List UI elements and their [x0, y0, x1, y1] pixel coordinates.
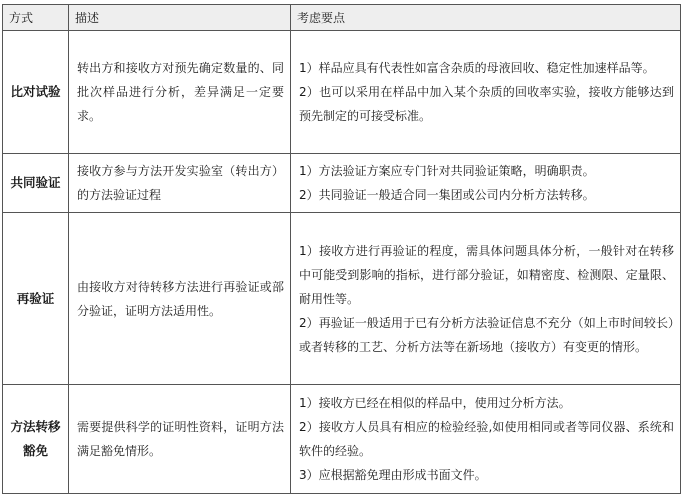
header-description: 描述 — [69, 5, 291, 31]
method-name: 比对试验 — [3, 31, 69, 154]
method-name: 共同验证 — [3, 154, 69, 213]
method-points — [291, 154, 681, 213]
header-row — [3, 5, 681, 31]
table-row — [3, 154, 681, 213]
method-description: 转出方和接收方对预先确定数量的、同批次样品进行分析，差异满足一定要求。 — [69, 31, 291, 154]
table-row — [3, 213, 681, 385]
header-considerations: 考虑要点 — [291, 5, 681, 31]
table-row — [3, 31, 681, 154]
point-item: 1）样品应具有代表性如富含杂质的母液回收、稳定性加速样品等。 — [299, 61, 655, 75]
method-name: 再验证 — [3, 213, 69, 385]
method-points — [291, 213, 681, 385]
point-item: 2）也可以采用在样品中加入某个杂质的回收率实验，接收方能够达到预先制定的可接受标准。 — [299, 85, 674, 123]
method-description: 由接收方对待转移方法进行再验证或部分验证，证明方法适用性。 — [69, 213, 291, 385]
method-transfer-table — [2, 4, 681, 494]
point-item: 2）共同验证一般适合同一集团或公司内分析方法转移。 — [299, 188, 595, 202]
point-item: 3）应根据豁免理由形成书面文件。 — [299, 468, 487, 482]
point-item: 1）方法验证方案应专门针对共同验证策略，明确职责。 — [299, 164, 595, 178]
method-description: 需要提供科学的证明性资料，证明方法满足豁免情形。 — [69, 385, 291, 494]
point-item: 2）接收方人员具有相应的检验经验,如使用相同或者等同仪器、系统和软件的经验。 — [299, 420, 674, 458]
table-row — [3, 385, 681, 494]
point-item: 2）再验证一般适用于已有分析方法验证信息不充分（如上市时间较长）或者转移的工艺、分析方法等在新场地（接收方）有变更的情形。 — [299, 315, 674, 354]
point-item: 1）接收方已经在相似的样品中，使用过分析方法。 — [299, 396, 571, 410]
point-item: 1）接收方进行再验证的程度，需具体问题具体分析，一般针对在转移中可能受到影响的指标，进行部分验证，如精密度、检测限、定量限、耐用性等。 — [299, 243, 674, 306]
header-method: 方式 — [3, 5, 69, 31]
method-points — [291, 31, 681, 154]
method-description: 接收方参与方法开发实验室（转出方）的方法验证过程 — [69, 154, 291, 213]
method-name: 方法转移豁免 — [3, 385, 69, 494]
method-points — [291, 385, 681, 494]
